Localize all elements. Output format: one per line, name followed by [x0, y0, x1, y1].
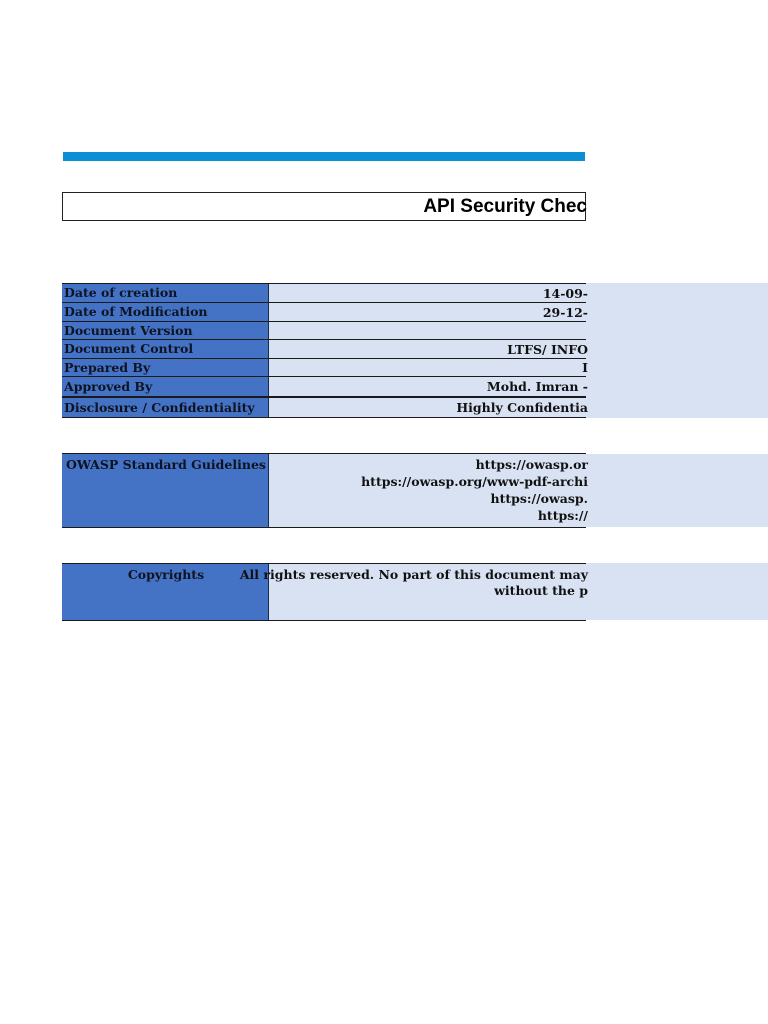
copyrights-table [62, 563, 586, 621]
info-row-prepared-by [62, 359, 586, 376]
document-info-table [62, 283, 586, 419]
owasp-link[interactable]: https://owasp.or [475, 457, 588, 472]
info-value: Highly Confidentia [456, 400, 588, 415]
page-title: API Security Chec [423, 196, 587, 217]
owasp-link[interactable]: https://owasp.org/www-pdf-archi [361, 474, 588, 489]
info-label: Disclosure / Confidentiality [62, 398, 269, 417]
copyrights-text: without the p [494, 583, 588, 598]
owasp-label: OWASP Standard Guidelines [62, 454, 269, 527]
copyrights-row [62, 564, 586, 620]
info-value: I [582, 360, 588, 375]
info-label: Document Version [62, 322, 269, 339]
info-row-document-control [62, 340, 586, 358]
header-accent-band [63, 152, 585, 161]
info-value: Mohd. Imran - [486, 379, 588, 394]
info-row-approved-by [62, 377, 586, 396]
copyrights-text: All rights reserved. No part of this document may [239, 567, 588, 582]
info-row-disclosure [62, 398, 586, 417]
owasp-link[interactable]: https://owasp. [490, 491, 588, 506]
info-value: LTFS/ INFO [507, 342, 588, 357]
info-label: Document Control [62, 340, 269, 358]
info-label: Prepared By [62, 359, 269, 376]
info-row-date-of-creation [62, 284, 586, 302]
info-extension-fill [586, 283, 768, 418]
info-value: 14-09- [542, 286, 588, 301]
owasp-row [62, 454, 586, 527]
info-label: Date of Modification [62, 303, 269, 321]
copyrights-label: Copyrights [62, 564, 269, 620]
info-label: Date of creation [62, 284, 269, 302]
info-label: Approved By [62, 377, 269, 396]
info-row-document-version [62, 322, 586, 339]
info-row-date-of-modification [62, 303, 586, 321]
owasp-guidelines-table [62, 453, 586, 528]
title-box [62, 192, 586, 221]
info-value: 29-12- [542, 305, 588, 320]
owasp-extension-fill [586, 454, 768, 527]
owasp-link[interactable]: https:// [537, 508, 588, 523]
copyright-extension-fill [586, 563, 768, 620]
